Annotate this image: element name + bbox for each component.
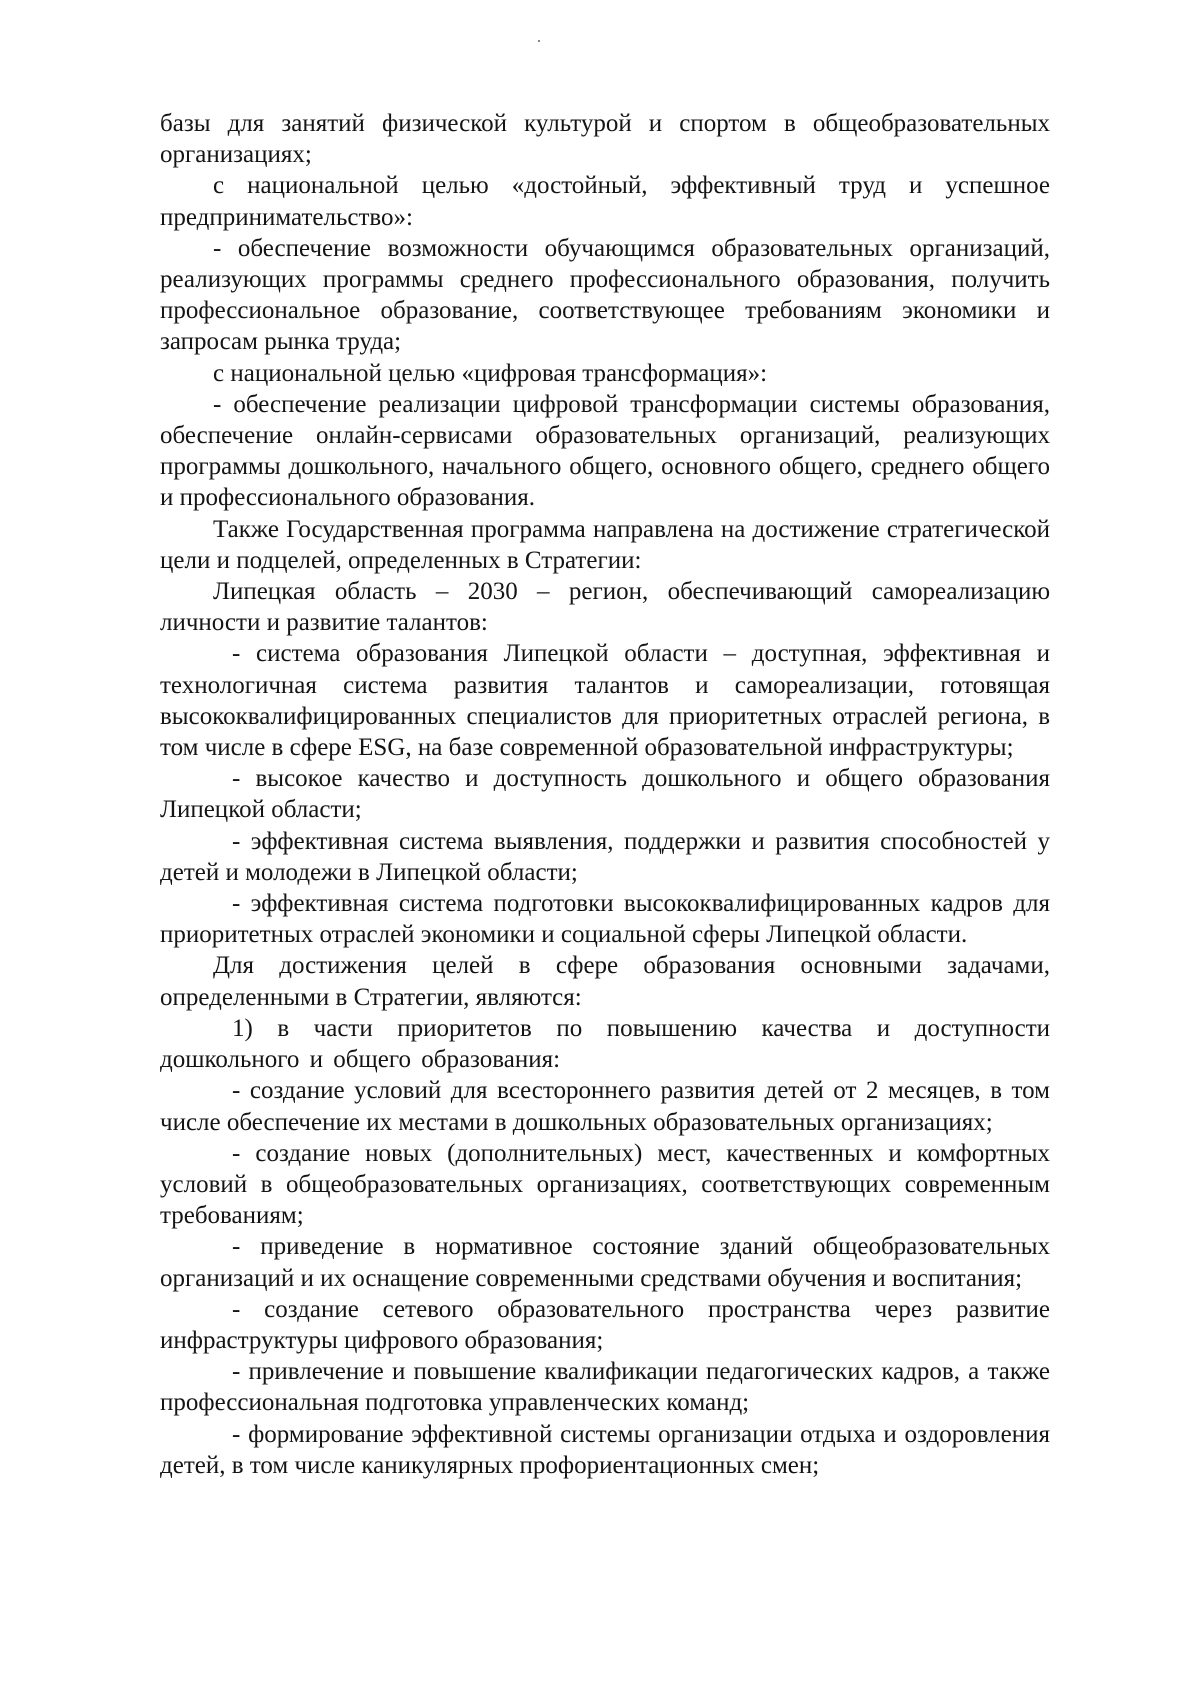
paragraph-strategy-goal: Также Государственная программа направлена на достижение стратегической цели и подцелей, определенных в Стратегии: xyxy=(160,515,1050,574)
paragraph-region-2030: Липецкая область – 2030 – регион, обеспечивающий самореализацию личности и развитие талантов: xyxy=(160,578,1050,637)
paragraph-goal-digital: с национальной целью «цифровая трансформация»: xyxy=(213,359,768,387)
list-item-teacher-training: - привлечение и повышение квалификации педагогических кадров, а также профессиональная подготовка управленческих команд; xyxy=(160,1358,1050,1417)
scan-speck xyxy=(538,40,540,42)
list-item-network-space: - создание сетевого образовательного пространства через развитие инфраструктуры цифрового образования; xyxy=(160,1295,1050,1354)
paragraph-digital-transformation: - обеспечение реализации цифровой трансформации системы образования, обеспечение онлайн-сервисами образовательных организаций, реализующих программы дошкольного, начального общего, основного общего, среднего общего и профессионального образования. xyxy=(160,390,1050,512)
paragraph-vocational-education: - обеспечение возможности обучающимся образовательных организаций, реализующих программы среднего профессионального образования, получить профессиональное образование, соответствующее требованиям экономики и запросам рынка труда; xyxy=(160,234,1050,356)
list-item-buildings: - приведение в нормативное состояние зданий общеобразовательных организаций и их оснащение современными средствами обучения и воспитания; xyxy=(160,1233,1050,1292)
list-item-recreation: - формирование эффективной системы организации отдыха и оздоровления детей, в том числе каникулярных профориентационных смен; xyxy=(160,1420,1050,1479)
paragraph-goal-labor: с национальной целью «достойный, эффективный труд и успешное предпринимательство»: xyxy=(160,172,1050,231)
list-item-new-places: - создание новых (дополнительных) мест, качественных и комфортных условий в общеобразовательных организациях, соответствующих современным требованиям; xyxy=(160,1139,1050,1230)
paragraph-talent-support: - эффективная система выявления, поддержки и развития способностей у детей и молодежи в Липецкой области; xyxy=(160,827,1050,886)
paragraph-sports-base: базы для занятий физической культурой и спортом в общеобразовательных организациях; xyxy=(160,110,1050,169)
list-item-child-development: - создание условий для всестороннего развития детей от 2 месяцев, в том числе обеспечение их местами в дошкольных образовательных организациях; xyxy=(160,1077,1050,1136)
document-body xyxy=(160,108,1050,1481)
paragraph-education-system: - система образования Липецкой области – доступная, эффективная и технологичная система развития талантов и самореализации, готовящая высококвалифицированных специалистов для приоритетных отраслей региона, в том числе в сфере ESG, на базе современной образовательной инфраструктуры; xyxy=(160,640,1050,762)
paragraph-priority-1: 1) в части приоритетов по повышению качества и доступности дошкольного и общего образования: xyxy=(160,1014,1050,1074)
paragraph-personnel-training: - эффективная система подготовки высококвалифицированных кадров для приоритетных отраслей экономики и социальной сферы Липецкой области. xyxy=(160,890,1050,949)
paragraph-tasks-intro: Для достижения целей в сфере образования основными задачами, определенными в Стратегии, являются: xyxy=(160,952,1050,1011)
paragraph-quality-access: - высокое качество и доступность дошкольного и общего образования Липецкой области; xyxy=(160,765,1050,824)
